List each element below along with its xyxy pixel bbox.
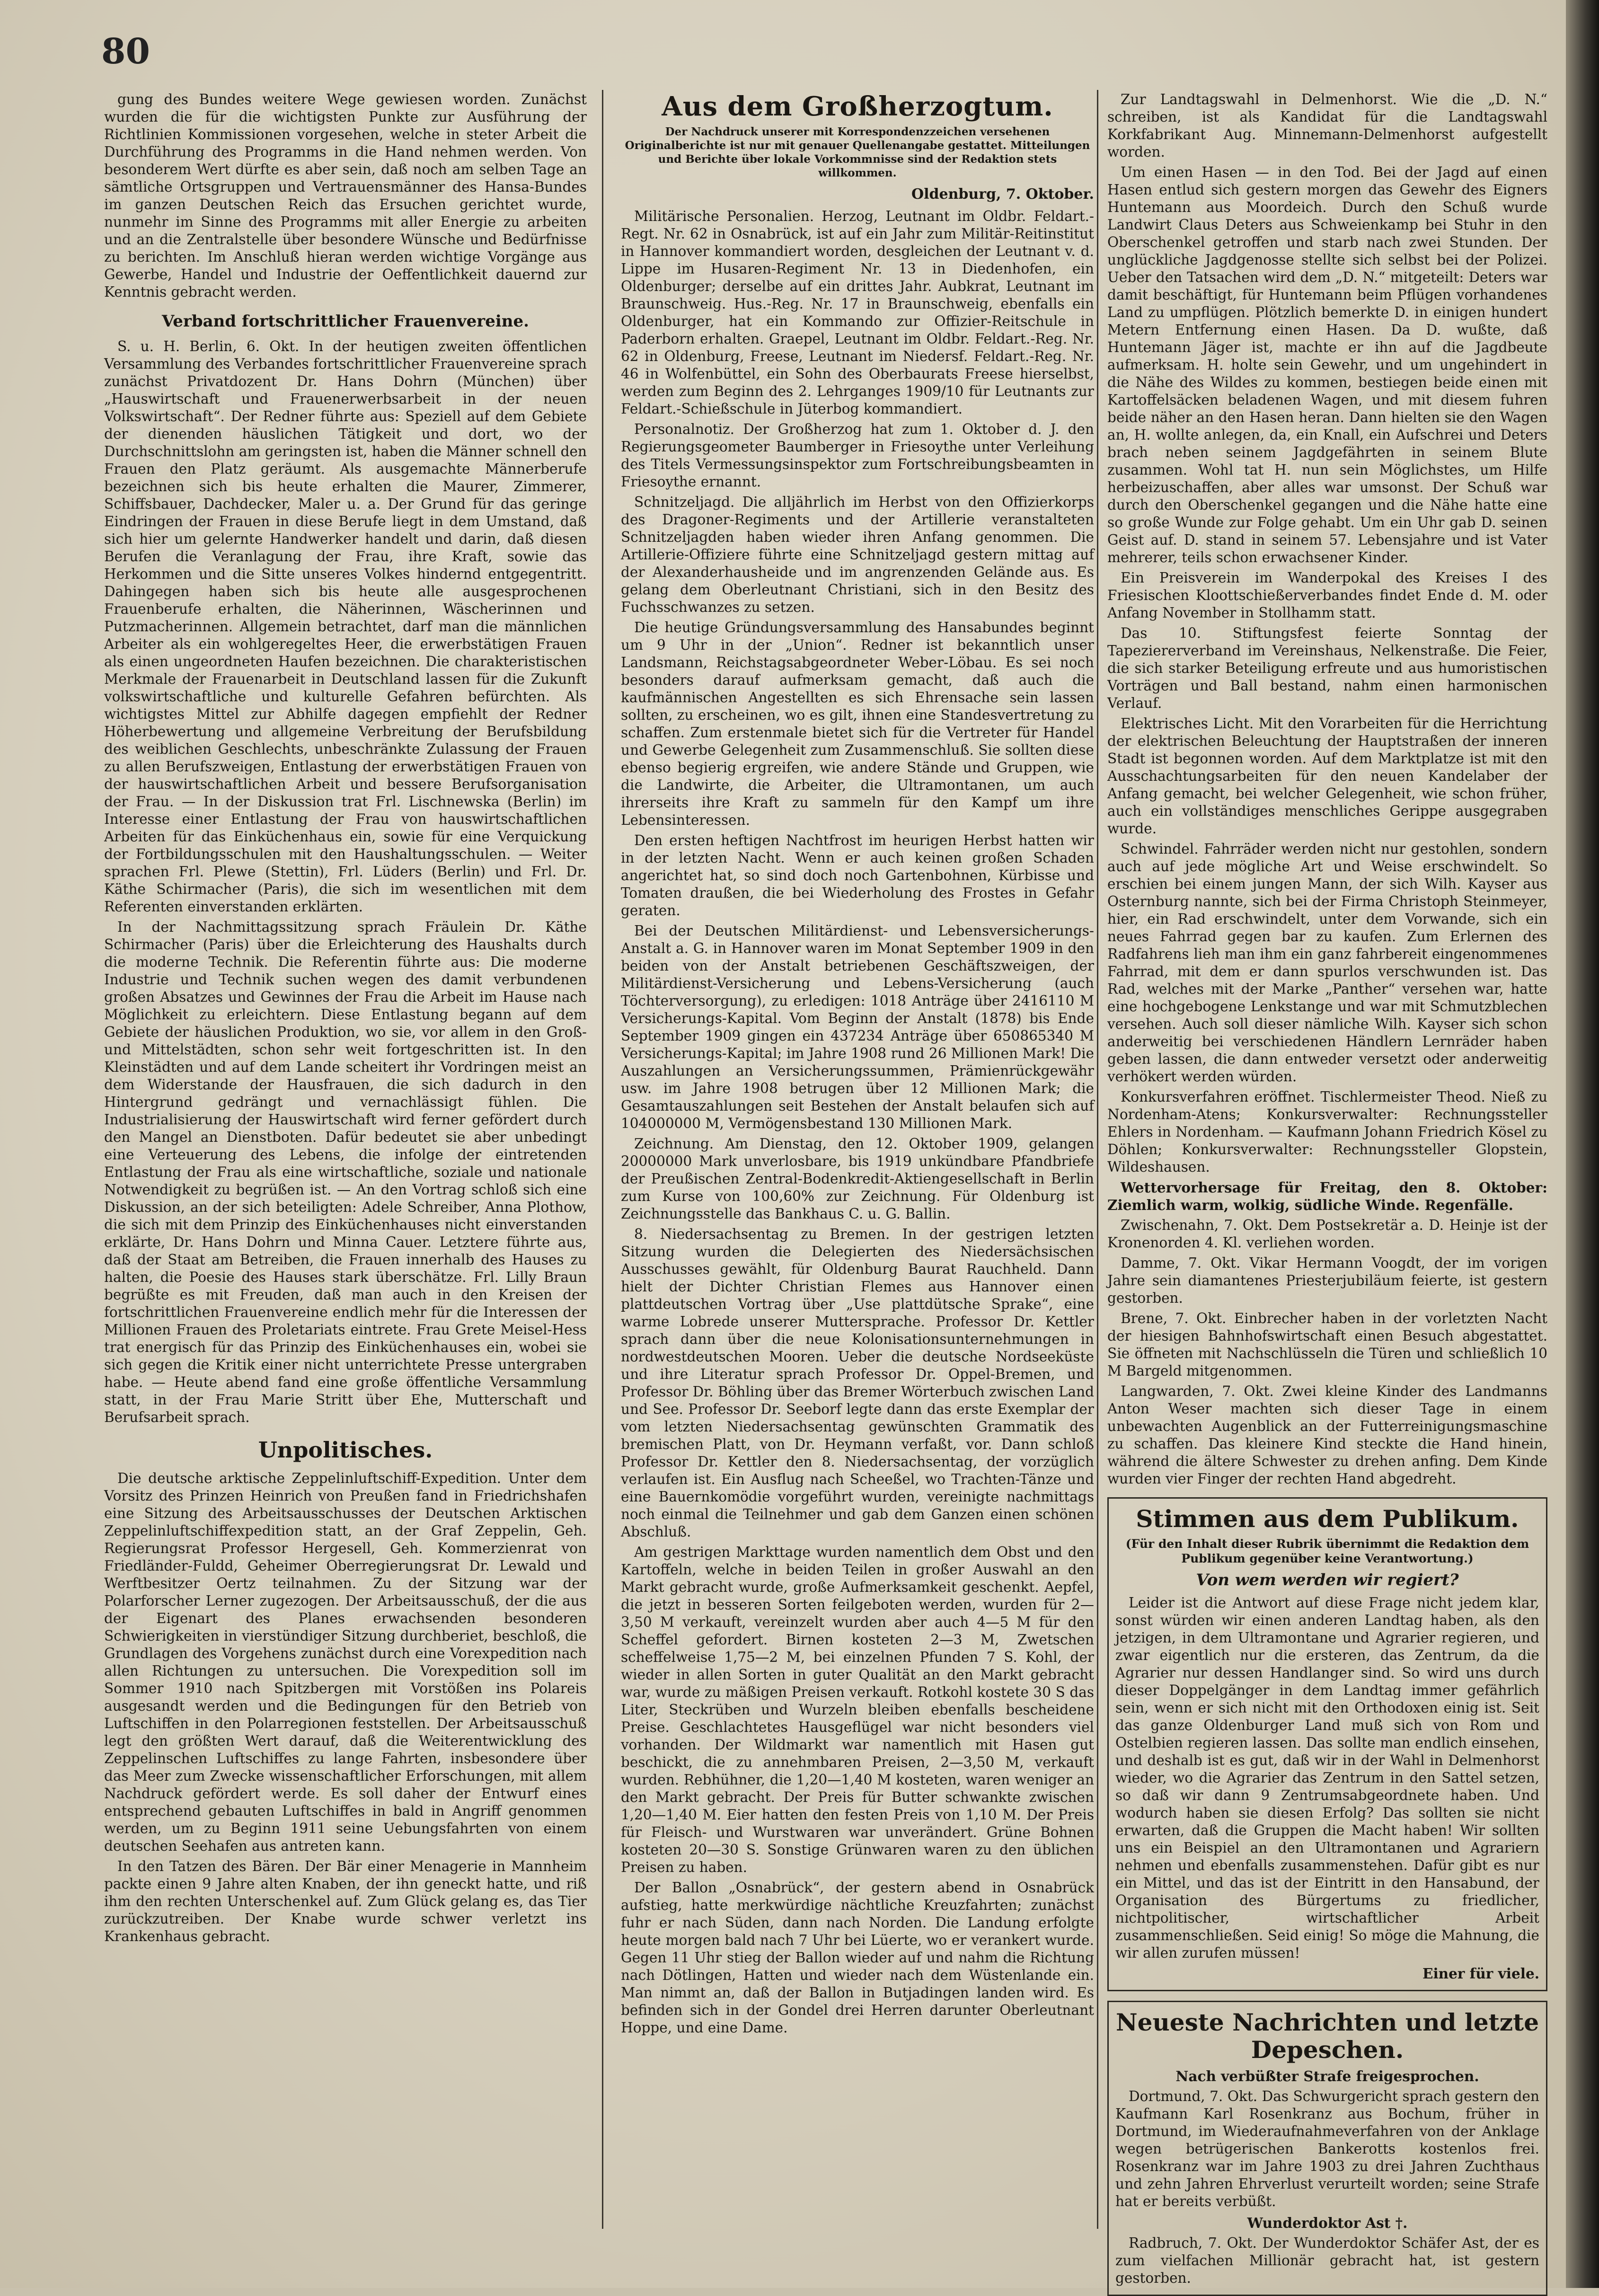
box-title: Neueste Nachrichten und letzte Depeschen. <box>1115 2008 1539 2064</box>
article-paragraph: Radbruch, 7. Okt. Der Wunderdoktor Schäfer Ast, der es zum vielfachen Millionär gebracht hat, ist gestern gestorben. <box>1115 2235 1539 2286</box>
article-paragraph: Leider ist die Antwort auf diese Frage nicht jedem klar, sonst würden wir einen anderen Landtag haben, als den jetzigen, in dem Ultramontane und Agrarier regieren, und zwar eigentlich nur die ersteren, das Zentrum, da die Agrarier nur dessen Handlanger sind. So wird uns durch dieser Doppelgänger in dem Landtag immer gefährlich sein, wenn er sich nicht mit den Orthodoxen einig ist. Seit das ganze Oldenburger Land muß sich von Rom und Ostelbien regieren lassen. Das sollte man endlich einsehen, und deshalb ist es gut, daß wir in der Wahl in Delmenhorst wieder, wo die Agrarier das Zentrum in den Sattel setzen, so daß wir dann 9 Zentrumsabgeordnete haben. Und wodurch haben sie diesen Erfolg? Das sollten sie nicht erwarten, daß die Gruppen die Macht haben! Wir sollten uns ein Beispiel an den Ultramontanen und Agrariern nehmen und ebenfalls zusammenstehen. Dafür gibt es nur ein Mittel, und das ist der Eintritt in den Hansabund, der Organisation des Bürgertums zu friedlicher, nichtpolitischer, wirtschaftlicher Arbeit zusammenschließen. Seid einig! So möge die Mahnung, die wir allen zurufen müssen! <box>1115 1595 1539 1961</box>
article-paragraph: Konkursverfahren eröffnet. Tischlermeister Theod. Nieß zu Nordenham-Atens; Konkursverwalter: Rechnungssteller Ehlers in Nordenham. — Kaufmann Johann Friedrich Kösel zu Döhlen; Konkursverwalter: Rechnungssteller Glopstein, Wildeshausen. <box>1107 1089 1547 1175</box>
article-paragraph: Zur Landtagswahl in Delmenhorst. Wie die „D. N.“ schreiben, ist als Kandidat für die Landtagswahl Korkfabrikant Aug. Minnemann-Delmenhorst aufgestellt worden. <box>1107 91 1547 160</box>
article-paragraph: S. u. H. Berlin, 6. Okt. In der heutigen zweiten öffentlichen Versammlung des Verbandes fortschrittlicher Frauenvereine sprach zunächst Privatdozent Dr. Hans Dohrn (München) über „Hauswirtschaft und Frauenerwerbsarbeit in der neuen Volkswirtschaft“. Der Redner führte aus: Speziell auf dem Gebiete der dienenden häuslichen Tätigkeit und dort, wo der Durchschnittslohn am geringsten ist, haben die Männer schnell den Frauen den Platz geräumt. Als ausgemachte Männerberufe bezeichnen sich bis heute erhalten die Maurer, Zimmerer, Schiffsbauer, Dachdecker, Maler u. a. Der Grund für das geringe Eindringen der Frauen in diese Berufe liegt in dem Umstand, daß sich hier um gelernte Handwerker handelt und darin, daß diesen Berufen die Veranlagung der Frau, ihre Kraft, sowie das Herkommen und die Sitte unseres Volkes hindernd entgegentritt. Dahingegen haben sich bis heute alle ausgesprochenen Frauenberufe erhalten, die Näherinnen, Wäscherinnen und Putzmacherinnen. Allgemein betrachtet, darf man die männlichen Arbeiter als ein wohlgeregeltes Heer, die erwerbstätigen Frauen als einen ungeordneten Haufen bezeichnen. Die charakteristischen Merkmale der Frauenarbeit in Deutschland lassen für die Zukunft volkswirtschaftliche und kulturelle Gefahren befürchten. Als wichtigstes Mittel zur Abhilfe dagegen empfiehlt der Redner Höherbewertung und allgemeine Verbreitung der Berufsbildung des weiblichen Geschlechts, unbeschränkte Zulassung der Frauen zu allen Berufszweigen, Entlastung der erwerbstätigen Frauen von der hauswirtschaftlichen Arbeit und bessere Berufsorganisation der Frau. — In der Diskussion trat Frl. Lischnewska (Berlin) im Interesse einer Entlastung der Frau von hauswirtschaftlichen Arbeiten für das Einküchenhaus ein, sowie für eine Verquickung der Fortbildungsschulen mit den Haushaltungsschulen. — Weiter sprachen Frl. Plewe (Stettin), Frl. Lüders (Berlin) und Frl. Dr. Käthe Schirmacher (Paris), die sich im wesentlichen mit dem Referenten einverstanden erklärten. <box>104 338 587 915</box>
article-paragraph: Zwischenahn, 7. Okt. Dem Postsekretär a. D. Heinje ist der Kronenorden 4. Kl. verliehen worden. <box>1107 1217 1547 1251</box>
dateline: Oldenburg, 7. Oktober. <box>911 186 1094 203</box>
article-paragraph: Ein Preisverein im Wanderpokal des Kreises I des Friesischen Kloottschießerverbandes findet Ende d. M. oder Anfang November in Stollhamm statt. <box>1107 570 1547 621</box>
article-paragraph: Langwarden, 7. Okt. Zwei kleine Kinder des Landmanns Anton Weser machten sich dieser Tage in einem unbewachten Augenblick an der Futterreinigungsmaschine zu schaffen. Das kleinere Kind steckte die Hand hinein, während die ältere Schwester zu drehen anfing. Dem Kinde wurden vier Finger der rechten Hand abgedreht. <box>1107 1383 1547 1487</box>
section-note: Der Nachdruck unserer mit Korrespondenzzeichen versehenen Originalberichte ist nur mit genauer Quellenangabe gestattet. Mitteilungen und Berichte über lokale Vorkommnisse sind der Redaktion stets willkommen. <box>625 125 1090 179</box>
column-1 <box>104 91 587 2230</box>
article-paragraph: Schwindel. Fahrräder werden nicht nur gestohlen, sondern auch auf jede mögliche Art und Weise erschwindelt. So erschien bei einem jungen Mann, der sich Wilh. Kayser aus Osternburg nannte, sich bei der Firma Christoph Steinmeyer, hier, ein Rad erschwindelt, unter dem Vorwande, sich ein neues Fahrrad gegen bar zu kaufen. Zum Erlernen des Radfahrens lieh man ihm ein ganz fahrbereit eingenommenes Fahrrad, mit dem er dann spurlos verschwunden ist. Das Rad, welches mit der Marke „Panther“ versehen war, hatte eine hochgebogene Lenkstange und war mit Schmutzblechen versehen. Auch soll dieser nämliche Wilh. Kayser sich schon anderweitig bei verschiedenen Händlern Lernräder haben geben lassen, die dann entweder versetzt oder anderweitig verhökert werden würden. <box>1107 841 1547 1085</box>
signature: Einer für viele. <box>1422 1965 1539 1982</box>
column-2 <box>621 91 1094 2230</box>
article-paragraph: Wettervorhersage für Freitag, den 8. Oktober: Ziemlich warm, wolkig, südliche Winde. Regenfälle. <box>1107 1179 1547 1213</box>
article-paragraph: Bei der Deutschen Militärdienst- und Lebensversicherungs-Anstalt a. G. in Hannover waren im Monat September 1909 in den beiden von der Anstalt betriebenen Geschäftszweigen, der Militärdienst-Versicherung und Lebens-Versicherung (auch Töchterversorgung), zu erledigen: 1018 Anträge über 2416110 M Versicherungs-Kapital. Vom Beginn der Anstalt (1878) bis Ende September 1909 gingen ein 437234 Anträge über 650865340 M Versicherungs-Kapital; im Jahre 1908 rund 26 Millionen Mark! Die Auszahlungen an Versicherungssummen, Prämienrückgewähr usw. im Jahre 1908 betrugen über 12 Millionen Mark; die Gesamtauszahlungen seit Bestehen der Anstalt belaufen sich auf 104000000 M, Vermögensbestand 130 Millionen Mark. <box>621 923 1094 1131</box>
page-number: 80 <box>101 31 150 72</box>
column-rule <box>1097 90 1098 2229</box>
news-subhead: Wunderdoktor Ast †. <box>1247 2215 1408 2231</box>
article-heading: Verband fortschrittlicher Frauenvereine. <box>162 312 529 331</box>
article-paragraph: Schnitzeljagd. Die alljährlich im Herbst von den Offizierkorps des Dragoner-Regiments und der Artillerie veranstalteten Schnitzeljagden haben wieder ihren Anfang genommen. Die Artillerie-Offiziere führte eine Schnitzeljagd gestern mittag auf der Alexanderhausheide und im angrenzenden Gelände aus. Es gelang dem Oberleutnant Christiani, sich in den Besitz des Fuchsschwanzes zu setzen. <box>621 494 1094 615</box>
box-subtitle: Von wem werden wir regiert? <box>1196 1571 1459 1590</box>
article-paragraph: Die heutige Gründungsversammlung des Hansabundes beginnt um 9 Uhr in der „Union“. Redner ist bekanntlich unser Landsmann, Reichstagsabgeordneter Weber-Löbau. Es sei noch besonders darauf aufmerksam gemacht, daß auch die kaufmännischen Angestellten es sich Ehrensache sein lassen sollten, zu erscheinen, wo es gilt, ihnen eine Standesvertretung zu schaffen. Zum erstenmale bietet sich für die Vertreter für Handel und Gewerbe Gelegenheit zum Zusammenschluß. Sie sollten diese ebenso begierig ergreifen, wie andere Stände und Gruppen, wie die Landwirte, die Arbeiter, die Ultramontanen, um auch ihrerseits ihre Kraft zu sammeln für den Kampf um ihre Lebensinteressen. <box>621 619 1094 828</box>
latest-news-box <box>1107 2001 1547 2296</box>
readers-voices-box <box>1107 1497 1547 1991</box>
article-paragraph: Der Ballon „Osnabrück“, der gestern abend in Osnabrück aufstieg, hatte merkwürdige nächtliche Kreuzfahrten; zunächst fuhr er nach Süden, dann nach Norden. Die Landung erfolgte heute morgen bald nach 7 Uhr bei Lüerte, wo er verankert wurde. Gegen 11 Uhr stieg der Ballon wieder auf und nahm die Richtung nach Dötlingen, Hatten und wieder nach dem Wüstenlande ein. Man nimmt an, daß der Ballon in Butjadingen landen wird. Es befinden sich in der Gondel drei Herren darunter Oberleutnant Hoppe, und eine Dame. <box>621 1880 1094 2036</box>
article-paragraph: In den Tatzen des Bären. Der Bär einer Menagerie in Mannheim packte einen 9 Jahre alten Knaben, der ihn geneckt hatte, und riß ihm den rechten Unterschenkel auf. Zum Glück gelang es, das Tier zurückzutreiben. Der Knabe wurde schwer verletzt ins Krankenhaus gebracht. <box>104 1858 587 1944</box>
article-paragraph: Das 10. Stiftungsfest feierte Sonntag der Tapeziererverband im Vereinshaus, Nelkenstraße. Die Feier, die sich starker Beteiligung erfreute und aus humoristischen Vorträgen und Ball bestand, nahm einen harmonischen Verlauf. <box>1107 625 1547 711</box>
article-paragraph: Am gestrigen Markttage wurden namentlich dem Obst und den Kartoffeln, welche in beiden Teilen in großer Auswahl an den Markt gebracht wurde, große Aufmerksamkeit geschenkt. Aepfel, die jetzt in besseren Sorten feilgeboten werden, wurden für 2—3,50 M verkauft, vereinzelt wurden aber auch 4—5 M für den Scheffel gefordert. Birnen kosteten 2—3 M, Zwetschen scheffelweise 1,75—2 M, bei einzelnen Pfunden 7 S. Kohl, der wieder in allen Sorten in guter Qualität an den Markt gebracht war, wurde zu mäßigen Preisen verkauft. Rotkohl kostete 30 S das Liter, Steckrüben und Wurzeln bleiben ebenfalls bescheidene Preise. Geschlachtetes Hausgeflügel war nicht besonders viel vorhanden. Der Wildmarkt war namentlich mit Hasen gut beschickt, die zu annehmbaren Preisen, 2—3,50 M, verkauft wurden. Rebhühner, die 1,20—1,40 M kosteten, waren weniger an den Markt gebracht. Der Preis für Butter schwankte zwischen 1,20—1,40 M. Eier hatten den festen Preis von 1,10 M. Der Preis für Fleisch- und Wurstwaren war unverändert. Grüne Bohnen kosteten 20—30 S. Sonstige Grünwaren waren zu den üblichen Preisen zu haben. <box>621 1544 1094 1875</box>
article-paragraph: In der Nachmittagssitzung sprach Fräulein Dr. Käthe Schirmacher (Paris) über die Erleichterung des Haushalts durch die moderne Technik. Die Referentin führte aus: Die moderne Industrie und Technik suchen wegen des damit verbundenen großen Absatzes und Gewinnes der Frau die Arbeit im Hause nach Möglichkeit zu erleichtern. Diese Entlastung begann auf dem Gebiete der häuslichen Produktion, wo sie, vor allem in den Groß- und Mittelstädten, schon sehr weit fortgeschritten ist. In den Kleinstädten und auf dem Lande scheitert ihr Vordringen meist an dem Widerstande der Hausfrauen, die sich dadurch in den Hintergrund gedrängt und vernachlässigt fühlen. Die Industrialisierung der Hauswirtschaft wird ferner gefördert durch den Mangel an Dienstboten. Dafür bedeutet sie aber unbedingt eine Verteuerung des Lebens, die infolge der eintretenden Entlastung der Frau als eine wirtschaftliche, soziale und nationale Notwendigkeit zu begrüßen ist. — An den Vortrag schloß sich eine Diskussion, an der sich beteiligten: Adele Schreiber, Anna Plothow, die sich mit dem Prinzip des Einküchenhauses nicht einverstanden erklärte, Dr. Hans Dohrn und Minna Cauer. Letztere führte aus, daß der Staat am Betreiben, die Frauen innerhalb des Hauses zu halten, die Poesie des Hauses stark überschätze. Frl. Lilly Braun begrüßte es mit Freuden, daß man auch in den Kreisen der fortschrittlichen Frauenvereine endlich mehr für die Interessen der Millionen Frauen des Proletariats eintrete. Frau Grete Meisel-Hess trat energisch für das Prinzip des Einküchenhauses ein, wobei sie sich gegen die Kritik einer nicht unterrichtete Presse untergraben habe. — Heute abend fand eine große öffentliche Versammlung statt, in der Frau Marie Stritt über Ehe, Mutterschaft und Berufsarbeit sprach. <box>104 919 587 1425</box>
article-paragraph: gung des Bundes weitere Wege gewiesen worden. Zunächst wurden die für die wichtigsten Punkte zur Ausführung der Richtlinien Kommissionen vorgesehen, welche in steter Arbeit die Durchführung des Programms in die Hand nehmen werden. Von besonderem Wert dürfte es aber sein, daß noch am selben Tage an sämtliche Ortsgruppen und Vertrauensmänner des Hansa-Bundes im ganzen Deutschen Reich das Ersuchen gerichtet wurde, nunmehr im Sinne des Programms mit aller Energie zu arbeiten und an die Zentralstelle über besondere Wünsche und Bedürfnisse zu berichten. Im Anschluß hieran werden wichtige Vorgänge aus Gewerbe, Handel und Industrie der Oeffentlichkeit dauernd zur Kenntnis gebracht werden. <box>104 91 587 300</box>
news-subhead: Nach verbüßter Strafe freigesprochen. <box>1175 2068 1479 2084</box>
article-paragraph: Die deutsche arktische Zeppelinluftschiff-Expedition. Unter dem Vorsitz des Prinzen Heinrich von Preußen fand in Friedrichshafen eine Sitzung des Arbeitsausschusses der Deutschen Arktischen Zeppelinluftschiffexpedition statt, an der Graf Zeppelin, Geh. Regierungsrat Professor Hergesell, Geh. Kommerzienrat von Friedländer-Fuldd, Geheimer Oberregierungsrat Dr. Lewald und Werftbesitzer Oertz teilnahmen. Zu der Sitzung war der Polarforscher Lerner zugezogen. Der Arbeitsausschuß, der die aus der Eigenart des Planes erwachsenden besonderen Schwierigkeiten in vierstündiger Sitzung durchberiet, beschloß, die Grundlagen des Vorgehens zunächst durch eine Vorexpedition nach allen Richtungen zu untersuchen. Die Vorexpedition soll im Sommer 1910 nach Spitzbergen mit Vorstößen ins Polareis ausgesandt werden und die Bedingungen für den Betrieb von Luftschiffen in den Polarregionen feststellen. Der Arbeitsausschuß legt den größten Wert darauf, daß die Weiterentwicklung des Zeppelinschen Luftschiffes zu lange Fahrten, insbesondere über das Meer zum Zwecke wissenschaftlicher Erforschungen, mit allem Nachdruck gefördert werde. Es soll daher der Entwurf eines entsprechend gebauten Luftschiffes in bald in Angriff genommen werden, um zu Beginn 1911 seine Uebungsfahrten von einem deutschen Seehafen aus antreten kann. <box>104 1470 587 1854</box>
article-paragraph: Personalnotiz. Der Großherzog hat zum 1. Oktober d. J. den Regierungsgeometer Baumberger in Friesoythe unter Verleihung des Titels Vermessungsinspektor zum Fortschreibungsbeamten in Friesoythe ernannt. <box>621 421 1094 490</box>
article-paragraph: 8. Niedersachsentag zu Bremen. In der gestrigen letzten Sitzung wurden die Delegierten des Niedersächsischen Ausschusses gewählt, für Oldenburg Baurat Rauchheld. Dann hielt der Dichter Christian Flemes aus Hannover einen plattdeutschen Vortrag über „Use plattdütsche Sprake“, eine warme Lobrede unserer Muttersprache. Professor Dr. Kettler sprach dann über die neue Kolonisationsunternehmungen in nordwestdeutschen Mooren. Ueber die deutsche Nordseeküste und ihre Literatur sprach Professor Dr. Oppel-Bremen, und Professor Dr. Böhling über das Bremer Wörterbuch zwischen Land und See. Professor Dr. Seeborf legte dann das erste Exemplar der vom letzten Niedersachsentag gewünschten Grammatik des bremischen Platt, von Dr. Heymann verfaßt, vor. Dann schloß Professor Dr. Kettler den 8. Niedersachsentag, der vorzüglich verlaufen ist. Ein Ausflug nach Scheeßel, wo Trachten-Tänze und eine Bauernkomödie vorgeführt wurden, vereinigte nachmittags noch einmal die Teilnehmer und gab dem Ganzen einen schönen Abschluß. <box>621 1226 1094 1540</box>
article-paragraph: Brene, 7. Okt. Einbrecher haben in der vorletzten Nacht der hiesigen Bahnhofswirtschaft einen Besuch abgestattet. Sie öffneten mit Nachschlüsseln die Türen und schließlich 10 M Bargeld mitgenommen. <box>1107 1310 1547 1379</box>
column-3 <box>1107 91 1547 2286</box>
box-title: Stimmen aus dem Publikum. <box>1136 1505 1519 1533</box>
article-paragraph: Militärische Personalien. Herzog, Leutnant im Oldbr. Feldart.-Regt. Nr. 62 in Osnabrück, ist auf ein Jahr zum Militär-Reitinstitut in Hannover kommandiert worden, desgleichen der Leutnant v. d. Lippe im Husaren-Regiment Nr. 13 in Diedenhofen, ein Oldenburger; derselbe auf ein drittes Jahr. Aubkrat, Leutnant im Braunschweig. Hus.-Reg. Nr. 17 in Braunschweig, ebenfalls ein Oldenburger, hat ein Kommando zur Offizier-Reitschule in Paderborn erhalten. Graepel, Leutnant im Oldbr. Feldart.-Reg. Nr. 62 in Oldenburg, Freese, Leutnant im Niedersf. Feldart.-Reg. Nr. 46 in Wolfenbüttel, ein Sohn des Oberbaurats Freese hierselbst, werden zum Beginn des 2. Lehrganges 1909/10 für Leutnants zur Feldart.-Schießschule in Jüterbog kommandiert. <box>621 208 1094 417</box>
article-paragraph: Elektrisches Licht. Mit den Vorarbeiten für die Herrichtung der elektrischen Beleuchtung der Hauptstraßen der inneren Stadt ist begonnen worden. Auf dem Marktplatze ist mit den Ausschachtungsarbeiten für den neuen Kandelaber der Anfang gemacht, bei welcher Gelegenheit, wie schon früher, auch ein vollständiges menschliches Gerippe ausgegraben wurde. <box>1107 715 1547 837</box>
column-rule <box>602 90 603 2229</box>
article-paragraph: Den ersten heftigen Nachtfrost im heurigen Herbst hatten wir in der letzten Nacht. Wenn er auch keinen großen Schaden angerichtet hat, so sind doch noch Gartenbohnen, Kürbisse und Tomaten draußen, die bei Wiederholung des Frostes in Gefahr geraten. <box>621 832 1094 918</box>
article-paragraph: Zeichnung. Am Dienstag, den 12. Oktober 1909, gelangen 20000000 Mark unverlosbare, bis 1919 unkündbare Pfandbriefe der Preußischen Zentral-Bodenkredit-Aktiengesellschaft in Berlin zum Kurse von 100,60% zur Zeichnung. Für Oldenburg ist Zeichnungsstelle das Bankhaus C. u. G. Ballin. <box>621 1136 1094 1222</box>
section-title: Aus dem Großherzogtum. <box>662 91 1053 122</box>
article-paragraph: Damme, 7. Okt. Vikar Hermann Voogdt, der im vorigen Jahre sein diamantenes Priesterjubiläum feierte, ist gestern gestorben. <box>1107 1255 1547 1306</box>
box-note: (Für den Inhalt dieser Rubrik übernimmt die Redaktion dem Publikum gegenüber keine Verantwortung.) <box>1125 1537 1529 1565</box>
article-paragraph: Um einen Hasen — in den Tod. Bei der Jagd auf einen Hasen entlud sich gestern morgen das Gewehr des Eigners Huntemann aus Moordeich. Durch den Schuß wurde Landwirt Claus Deters aus Schweienkamp bei Stuhr in den Oberschenkel getroffen und starb nach zwei Stunden. Der unglückliche Jagdgenosse stellte sich selbst bei der Polizei. Ueber den Tatsachen wird dem „D. N.“ mitgeteilt: Deters war damit beschäftigt, für Huntemann beim Pflügen vorhandenes Land zu umpflügen. Plötzlich bemerkte D. in einigen hundert Metern Entfernung einen Hasen. Da D. wußte, daß Huntemann Jäger ist, machte er ihn auf die Jagdbeute aufmerksam. H. holte sein Gewehr, und um ungehindert in die Nähe des Wildes zu kommen, bestiegen beide einen mit Kartoffelsäcken beladenen Wagen, und mit diesem fuhren beide näher an den Hasen heran. Dann hielten sie den Wagen an, H. wollte anlegen, da, ein Knall, ein Aufschrei und Deters brach neben seinem Jagdgefährten in seinem Blute zusammen. Wohl tat H. nun sein Möglichstes, um Hilfe herbeizuschaffen, aber alles war umsonst. Der Schuß war durch den Oberschenkel gegangen und die Nähe hatte eine so große Wunde zur Folge gehabt. Um ein Uhr gab D. seinen Geist auf. D. stand in seinem 57. Lebensjahre und ist Vater mehrerer, teils schon erwachsener Kinder. <box>1107 164 1547 565</box>
section-heading: Unpolitisches. <box>258 1437 433 1463</box>
page-edge <box>1566 0 1599 2288</box>
article-paragraph: Dortmund, 7. Okt. Das Schwurgericht sprach gestern den Kaufmann Karl Rosenkranz aus Bochum, früher in Dortmund, im Wiederaufnahmeverfahren von der Anklage wegen betrügerischen Bankerotts kostenlos frei. Rosenkranz war im Jahre 1903 zu drei Jahren Zuchthaus und zehn Jahren Ehrverlust verurteilt worden; seine Strafe hat er bereits verbüßt. <box>1115 2088 1539 2209</box>
